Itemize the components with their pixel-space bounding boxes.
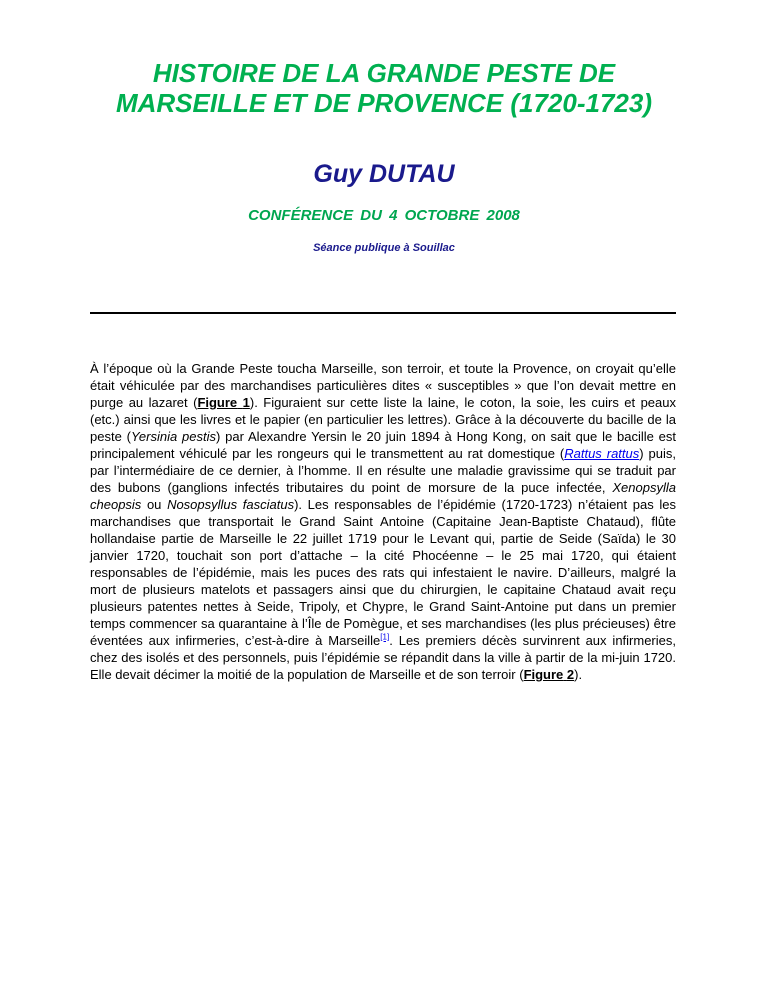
body-paragraph: [90, 360, 676, 683]
italic-species: Yersinia pestis: [130, 429, 216, 444]
figure-1-reference[interactable]: [197, 395, 249, 410]
text-segment: À l’époque où la Grande Peste toucha Marseille, son terroir, et toute la Provence, on croyait qu’elle était véhiculée par des marchandises particulières dites « susceptibles » que l’on devait mettre en purge au lazaret (: [90, 361, 676, 410]
italic-species: Nosopsyllus fasciatus: [167, 497, 295, 512]
text-segment: ).: [574, 667, 583, 682]
text-segment: . Les premiers décès survinrent aux infirmeries, chez des isolés et des personnels, puis l’épidémie se répandit dans la ville à partir de la mi-juin 1720. Elle devait décimer la moitié de la population de Marseille et de son terroir (: [90, 633, 676, 682]
text-segment: ) puis, par l’intermédiaire de ce dernier, à l’homme. Il en résulte une maladie gravissime qui se traduit par des bubons (ganglions infectés tributaires du point de morsure de la puce infectée,: [90, 446, 676, 495]
document-title: [60, 58, 708, 118]
footnote-marker: [380, 633, 389, 642]
title-line-1: HISTOIRE DE LA GRANDE PESTE DE: [152, 58, 616, 88]
text-segment: ). Les responsables de l’épidémie (1720-1723) n’étaient pas les marchandises que transportait le Grand Saint Antoine (Capitaine Jean-Baptiste Chataud), flûte hollandaise partie de Marseille le 22 juillet 1719 pour le Levant qui, partie de Seide (Saïda) le 30 janvier 1720, touchait son port d’attache – la cité Phocéenne – le 25 mai 1720, qui étaient responsables de l’épidémie, mais les puces des rats qui infestaient le navire. D’ailleurs, malgré la mort de plusieurs matelots et passagers ainsi que du chirurgien, le capitaine Chataud avait reçu plusieurs patentes nettes à Seide, Tripoly, et Chypre, le Grand Saint-Antoine put dans un premier temps commencer sa quarantaine à l’Île de Pomègue, et ses marchandises (les plus précieuses) être éventées aux infirmeries, c’est-à-dire à Marseille: [90, 497, 677, 648]
text-segment: ). Figuraient sur cette liste la laine, le coton, la soie, les cuirs et peaux (etc.) ainsi que les livres et le papier (en particulier les lettres). Grâce à la découverte du bacille de la peste (: [90, 395, 676, 444]
rattus-rattus-link[interactable]: Rattus rattus: [564, 446, 640, 461]
author-name: Guy DUTAU: [313, 160, 455, 188]
footnote-link[interactable]: [1]: [380, 632, 390, 642]
figure-2-reference[interactable]: [524, 667, 575, 682]
figure-number: 1: [242, 395, 250, 410]
italic-species: Xenopsylla cheopsis: [90, 480, 676, 512]
figure-word: Figure: [197, 395, 238, 410]
horizontal-rule: [90, 312, 676, 314]
conference-date: CONFÉRENCE DU 4 OCTOBRE 2008: [248, 207, 520, 224]
figure-word: Figure: [523, 667, 564, 682]
title-line-2: MARSEILLE ET DE PROVENCE (1720-1723): [115, 88, 653, 118]
text-segment: ) par Alexandre Yersin le 20 juin 1894 à Hong Kong, on sait que le bacille est principalement véhiculé par les rongeurs qui le transmettent au rat domestique (: [90, 429, 677, 461]
session-subtitle: Séance publique à Souillac: [313, 242, 455, 254]
figure-number: 2: [566, 667, 575, 682]
text-segment: ou: [141, 497, 168, 512]
